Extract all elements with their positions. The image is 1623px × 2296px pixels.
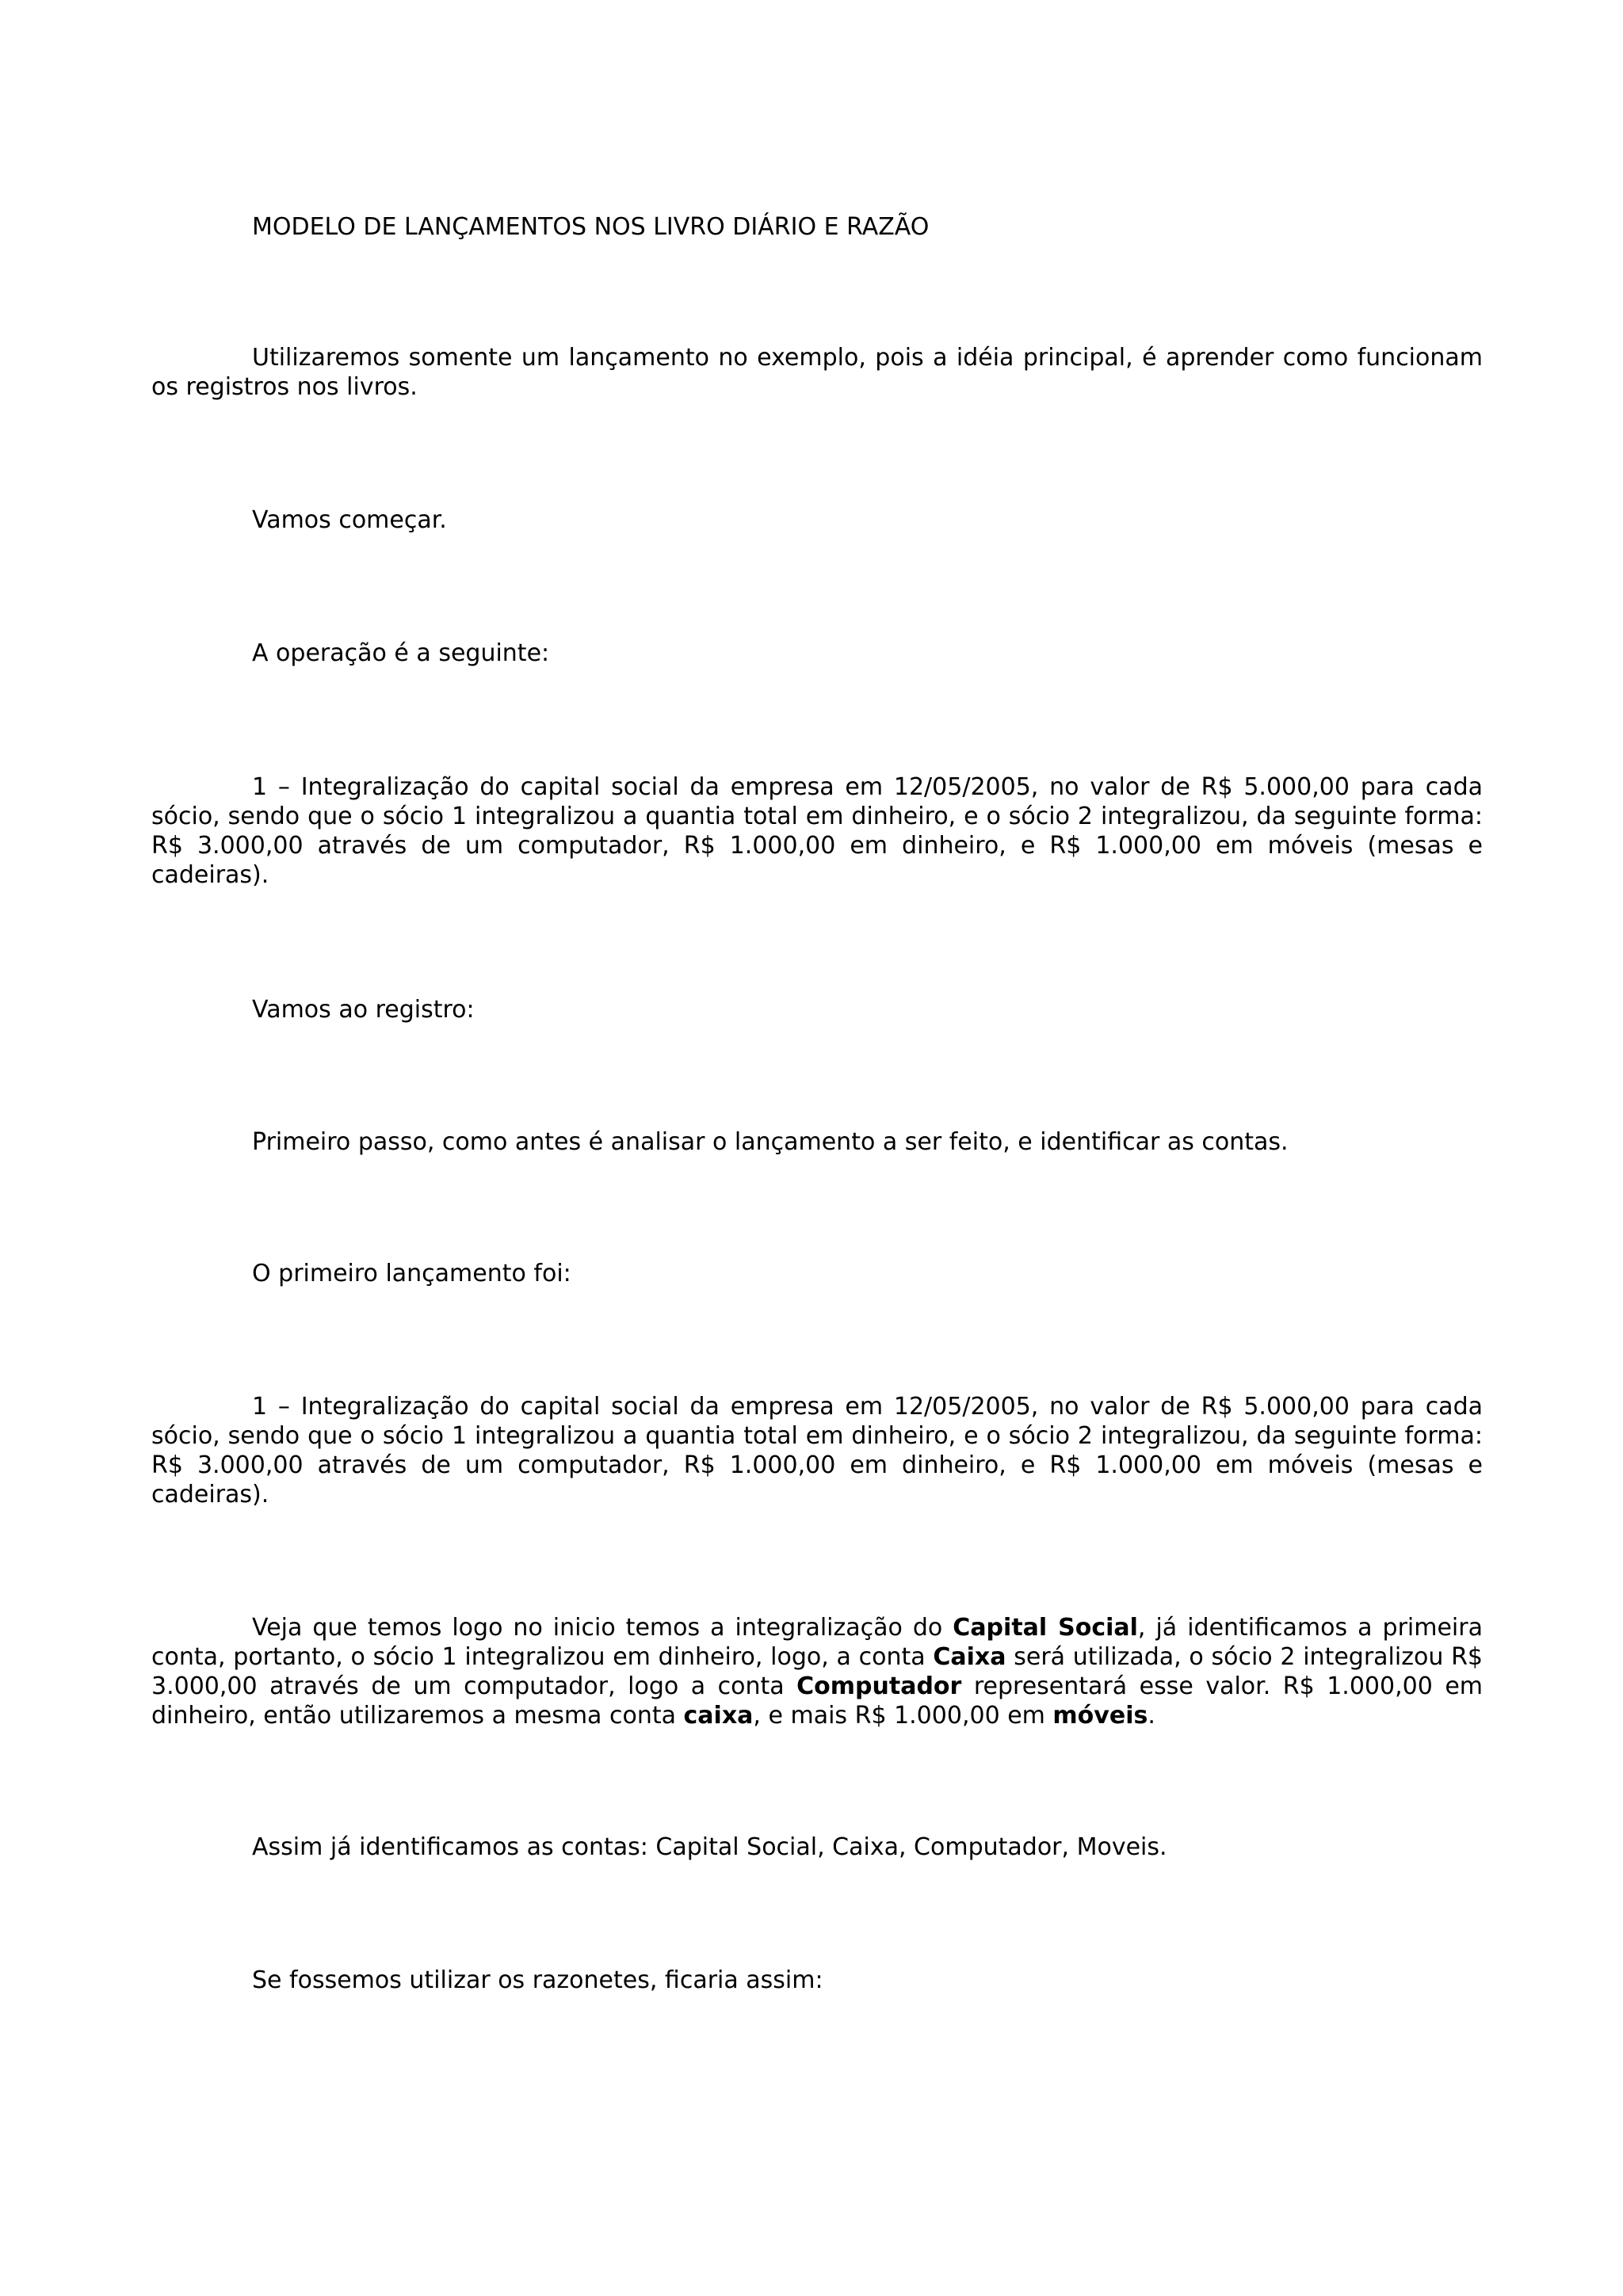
registration-label: Vamos ao registro: xyxy=(252,996,475,1024)
account-capital-social: Capital Social xyxy=(953,1614,1138,1642)
operation-label: A operação é a seguinte: xyxy=(252,639,550,667)
razonetes-paragraph: Se fossemos utilizar os razonetes, ficaria assim: xyxy=(252,1966,823,1994)
first-entry-description: 1 – Integralização do capital social da empresa em 12/05/2005, no valor de R$ 5.000,00 para cada sócio, sendo que o sócio 1 integralizou a quantia total em dinheiro, e o sócio 2 integralizou, da seguinte forma: R$ 3.000,00 através de um computador, R$ 1.000,00 em dinheiro, e R$ 1.000,00 em móveis (mesas e cadeiras). xyxy=(151,1393,1483,1508)
first-step-paragraph: Primeiro passo, como antes é analisar o lançamento a ser feito, e identificar as contas. xyxy=(252,1128,1289,1156)
operation-description: 1 – Integralização do capital social da empresa em 12/05/2005, no valor de R$ 5.000,00 para cada sócio, sendo que o sócio 1 integralizou a quantia total em dinheiro, e o sócio 2 integralizou, da seguinte forma: R$ 3.000,00 através de um computador, R$ 1.000,00 em dinheiro, e R$ 1.000,00 em móveis (mesas e cadeiras). xyxy=(151,773,1483,889)
identified-accounts-paragraph: Assim já identificamos as contas: Capital Social, Caixa, Computador, Moveis. xyxy=(252,1833,1167,1861)
text-segment: . xyxy=(1148,1702,1155,1730)
first-entry-label: O primeiro lançamento foi: xyxy=(252,1260,571,1287)
text-segment: será utilizada, o sócio 2 integralizou R$ 3.000,00 através de um computador, logo a conta xyxy=(151,1643,1484,1700)
start-paragraph: Vamos começar. xyxy=(252,506,447,534)
text-segment: , e mais R$ 1.000,00 em xyxy=(753,1702,1053,1730)
accounts-analysis-paragraph xyxy=(151,1613,1483,1730)
text-segment: , já identificamos a primeira conta, portanto, o sócio 1 integralizou em dinheiro, logo, a conta xyxy=(151,1614,1483,1671)
account-moveis: móveis xyxy=(1052,1702,1148,1730)
intro-paragraph: Utilizaremos somente um lançamento no exemplo, pois a idéia principal, é aprender como funcionam os registros nos livros. xyxy=(151,344,1483,401)
account-computador: Computador xyxy=(796,1672,962,1700)
document-title: MODELO DE LANÇAMENTOS NOS LIVRO DIÁRIO E RAZÃO xyxy=(252,213,930,241)
account-caixa-repeat: caixa xyxy=(683,1702,754,1730)
account-caixa: Caixa xyxy=(933,1643,1006,1671)
text-segment: Veja que temos logo no inicio temos a integralização do xyxy=(252,1614,953,1642)
text-segment: representará esse valor. R$ 1.000,00 em dinheiro, então utilizaremos a mesma conta xyxy=(151,1672,1484,1730)
